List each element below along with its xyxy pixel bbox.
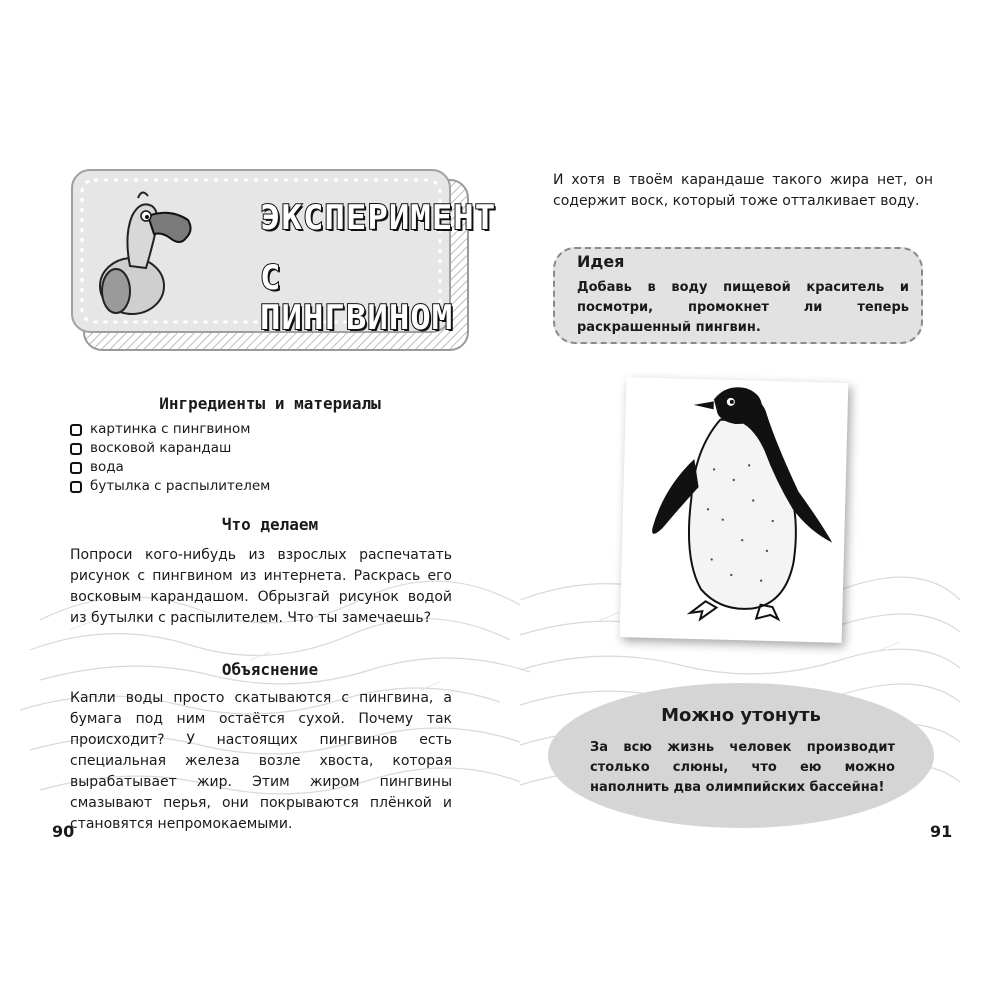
penguin-photo-card (620, 377, 849, 643)
page-number-left: 90 (52, 822, 75, 841)
what-we-do-heading: Что делаем (221, 515, 319, 534)
dodo-bird-icon (90, 186, 200, 321)
explanation-text: Капли воды просто скатываются с пингвина, а бумага под ним остаётся сухой. Почему так происходит? У настоящих пингвинов есть специальная железа возле хвоста, которая вырабатывает жир. Этим жиром пингвины смазывают перья, они покрываются плёнкой и становятся непромокаемыми. (70, 690, 452, 832)
what-we-do-text: Попроси кого-нибудь из взрослых распечатать рисунок с пингвином из интернета. Раскрась его восковым карандашом. Обрызгай рисунок водой из бутылки с распылителем. Что ты замечаешь? (70, 547, 452, 626)
checkbox-icon (70, 424, 82, 436)
intro-text: И хотя в твоём карандаше такого жира нет, он содержит воск, который тоже отталкивает воду. (553, 172, 933, 209)
list-item: вода (68, 458, 448, 477)
checkbox-icon (70, 481, 82, 493)
idea-text: Добавь в воду пищевой краситель и посмотри, промокнет ли теперь раскрашенный пингвин. (577, 280, 909, 335)
fact-title: Можно утонуть (661, 705, 821, 726)
checkbox-icon (70, 462, 82, 474)
ingredients-list (68, 420, 448, 496)
idea-title: Идея (577, 252, 625, 271)
title-line-1: ЭКСПЕРИМЕНТ (260, 198, 497, 238)
explanation-heading: Объяснение (221, 660, 319, 679)
ingredients-heading: Ингредиенты и материалы (159, 394, 381, 413)
title-line-2: С ПИНГВИНОМ (260, 258, 454, 338)
checkbox-icon (70, 443, 82, 455)
title-banner (70, 168, 497, 353)
fact-text: За всю жизнь человек производит столько слюны, что ею можно наполнить два олимпийских бассейна! (590, 740, 895, 795)
list-item: бутылка с распылителем (68, 477, 448, 496)
list-item: картинка с пингвином (68, 420, 448, 439)
page-number-right: 91 (930, 822, 953, 841)
list-item: восковой карандаш (68, 439, 448, 458)
penguin-illustration (620, 377, 849, 643)
